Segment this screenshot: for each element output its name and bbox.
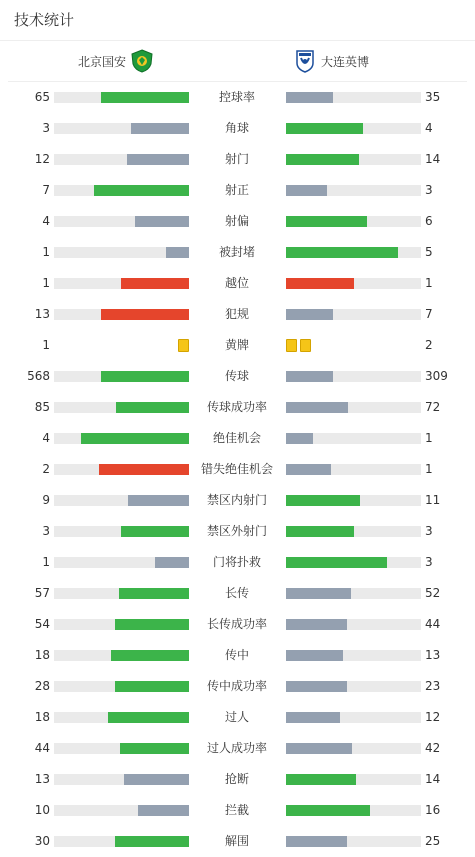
home-bar-track xyxy=(54,495,189,506)
away-bar xyxy=(286,92,333,103)
away-bar-track xyxy=(286,743,421,754)
away-value: 4 xyxy=(425,121,433,135)
stat-row xyxy=(0,82,475,113)
home-bar-track xyxy=(54,681,189,692)
stat-label: 绝佳机会 xyxy=(212,431,261,445)
home-value: 568 xyxy=(27,369,50,383)
home-bar-track xyxy=(54,216,189,227)
home-bar xyxy=(101,92,189,103)
away-bar xyxy=(286,247,398,258)
home-team[interactable] xyxy=(78,49,154,73)
home-bar-track xyxy=(54,805,189,816)
away-bar xyxy=(286,712,340,723)
stat-row xyxy=(0,423,475,454)
stat-label: 传中 xyxy=(224,648,249,662)
home-value: 28 xyxy=(34,679,50,693)
home-bar xyxy=(121,526,189,537)
stat-label: 控球率 xyxy=(218,90,255,104)
home-value: 65 xyxy=(34,90,50,104)
stat-label: 禁区内射门 xyxy=(206,493,267,507)
stat-label: 解围 xyxy=(224,834,249,848)
home-bar-track xyxy=(54,526,189,537)
stat-row xyxy=(0,547,475,578)
home-value: 1 xyxy=(42,245,50,259)
away-value: 52 xyxy=(425,586,441,600)
home-bar-track xyxy=(54,743,189,754)
home-bar xyxy=(111,650,189,661)
home-bar-track xyxy=(54,650,189,661)
home-value: 18 xyxy=(34,648,50,662)
away-value: 14 xyxy=(425,772,441,786)
away-bar-track xyxy=(286,154,421,165)
home-bar xyxy=(99,464,189,475)
home-value: 3 xyxy=(42,524,50,538)
beijing-guoan-crest-icon xyxy=(130,49,154,73)
home-value: 13 xyxy=(34,307,50,321)
away-bar-track xyxy=(286,185,421,196)
stat-label: 抢断 xyxy=(224,772,249,786)
away-team-name: 大连英博 xyxy=(321,54,370,69)
away-bar-track xyxy=(286,247,421,258)
stat-label: 传中成功率 xyxy=(206,679,267,693)
stat-row xyxy=(0,826,475,857)
away-bar-track xyxy=(286,216,421,227)
away-bar xyxy=(286,774,356,785)
stat-row xyxy=(0,795,475,826)
away-value: 1 xyxy=(425,462,433,476)
away-value: 25 xyxy=(425,834,441,848)
home-bar xyxy=(135,216,189,227)
away-bar xyxy=(286,216,367,227)
stat-label: 过人成功率 xyxy=(206,741,267,755)
home-value: 54 xyxy=(34,617,50,631)
stat-row xyxy=(0,237,475,268)
stat-row xyxy=(0,578,475,609)
home-value: 30 xyxy=(34,834,50,848)
stat-row xyxy=(0,454,475,485)
home-bar xyxy=(166,247,189,258)
home-bar xyxy=(115,619,189,630)
home-value: 1 xyxy=(42,555,50,569)
stat-label: 过人 xyxy=(224,710,249,724)
away-team[interactable] xyxy=(293,49,369,73)
away-bar-track xyxy=(286,681,421,692)
stat-label: 角球 xyxy=(224,121,249,135)
home-bar-track xyxy=(54,154,189,165)
stat-row xyxy=(0,361,475,392)
stat-label: 拦截 xyxy=(224,803,249,817)
home-bar-track xyxy=(54,836,189,847)
stat-row xyxy=(0,609,475,640)
away-bar xyxy=(286,526,354,537)
home-bar xyxy=(138,805,189,816)
stat-row xyxy=(0,268,475,299)
home-bar xyxy=(115,681,189,692)
home-bar xyxy=(115,836,189,847)
away-value: 11 xyxy=(425,493,441,507)
away-bar-track xyxy=(286,650,421,661)
home-bar-track xyxy=(54,123,189,134)
away-value: 23 xyxy=(425,679,441,693)
home-bar-track xyxy=(54,774,189,785)
home-bar xyxy=(108,712,189,723)
home-bar-track xyxy=(54,557,189,568)
home-bar-track xyxy=(54,433,189,444)
home-bar xyxy=(119,588,189,599)
home-value: 7 xyxy=(42,183,50,197)
stat-label: 错失绝佳机会 xyxy=(200,462,273,476)
home-yellow-cards xyxy=(178,339,189,352)
home-value: 3 xyxy=(42,121,50,135)
away-bar-track xyxy=(286,588,421,599)
home-value: 18 xyxy=(34,710,50,724)
away-bar xyxy=(286,154,359,165)
away-bar-track xyxy=(286,526,421,537)
home-bar-track xyxy=(54,588,189,599)
away-bar-track xyxy=(286,464,421,475)
away-value: 13 xyxy=(425,648,441,662)
stat-label: 门将扑救 xyxy=(212,555,261,569)
home-bar xyxy=(81,433,189,444)
stat-label: 传球 xyxy=(224,369,249,383)
away-bar xyxy=(286,185,327,196)
away-value: 5 xyxy=(425,245,433,259)
home-value: 1 xyxy=(42,276,50,290)
stat-label: 禁区外射门 xyxy=(206,524,267,538)
away-bar-track xyxy=(286,619,421,630)
away-bar xyxy=(286,495,360,506)
home-value: 44 xyxy=(34,741,50,755)
away-value: 1 xyxy=(425,276,433,290)
home-bar xyxy=(131,123,189,134)
away-bar xyxy=(286,805,370,816)
home-value: 9 xyxy=(42,493,50,507)
stat-label: 射正 xyxy=(224,183,249,197)
home-value: 85 xyxy=(34,400,50,414)
home-bar xyxy=(94,185,189,196)
stat-row xyxy=(0,764,475,795)
away-value: 35 xyxy=(425,90,441,104)
away-value: 44 xyxy=(425,617,441,631)
home-bar-track xyxy=(54,185,189,196)
home-bar xyxy=(121,278,189,289)
home-team-name: 北京国安 xyxy=(77,54,126,69)
away-value: 72 xyxy=(425,400,441,414)
stat-label: 黄牌 xyxy=(224,338,249,352)
home-bar-track xyxy=(54,247,189,258)
away-bar-track xyxy=(286,309,421,320)
home-bar-track xyxy=(54,464,189,475)
away-yellow-cards xyxy=(286,339,311,352)
away-value: 2 xyxy=(425,338,433,352)
away-bar xyxy=(286,309,333,320)
away-bar xyxy=(286,433,313,444)
home-bar xyxy=(124,774,189,785)
away-bar xyxy=(286,557,387,568)
home-bar-track xyxy=(54,712,189,723)
home-value: 4 xyxy=(42,431,50,445)
away-bar xyxy=(286,402,348,413)
away-bar-track xyxy=(286,805,421,816)
away-value: 42 xyxy=(425,741,441,755)
away-value: 14 xyxy=(425,152,441,166)
away-bar-track xyxy=(286,92,421,103)
stat-label: 射门 xyxy=(224,152,249,166)
away-value: 3 xyxy=(425,524,433,538)
home-value: 10 xyxy=(34,803,50,817)
stat-row xyxy=(0,330,475,361)
home-bar xyxy=(127,154,189,165)
home-bar xyxy=(120,743,189,754)
stat-label: 长传成功率 xyxy=(206,617,267,631)
stat-row xyxy=(0,175,475,206)
home-bar-track xyxy=(54,371,189,382)
away-bar xyxy=(286,743,352,754)
yellow-card-icon xyxy=(178,339,189,352)
away-value: 7 xyxy=(425,307,433,321)
stat-label: 越位 xyxy=(224,276,249,290)
home-value: 57 xyxy=(34,586,50,600)
home-bar-track xyxy=(54,92,189,103)
stat-row xyxy=(0,733,475,764)
stat-row xyxy=(0,113,475,144)
away-bar-track xyxy=(286,495,421,506)
home-value: 13 xyxy=(34,772,50,786)
stat-row xyxy=(0,671,475,702)
away-bar-track xyxy=(286,433,421,444)
stat-label: 传球成功率 xyxy=(206,400,267,414)
away-bar-track xyxy=(286,278,421,289)
home-bar xyxy=(155,557,189,568)
stat-label: 犯规 xyxy=(224,307,249,321)
home-bar-track xyxy=(54,619,189,630)
home-bar xyxy=(128,495,189,506)
stat-row xyxy=(0,702,475,733)
teams-header xyxy=(8,41,467,82)
stat-label: 长传 xyxy=(224,586,249,600)
home-bar-track xyxy=(54,402,189,413)
away-value: 3 xyxy=(425,183,433,197)
home-value: 2 xyxy=(42,462,50,476)
away-bar-track xyxy=(286,712,421,723)
yellow-card-icon xyxy=(300,339,311,352)
home-value: 1 xyxy=(42,338,50,352)
away-bar xyxy=(286,836,347,847)
away-bar-track xyxy=(286,371,421,382)
away-value: 12 xyxy=(425,710,441,724)
stat-label: 射偏 xyxy=(224,214,249,228)
away-value: 1 xyxy=(425,431,433,445)
away-bar xyxy=(286,650,343,661)
dalian-yingbo-crest-icon xyxy=(293,49,317,73)
away-bar xyxy=(286,619,347,630)
home-bar-track xyxy=(54,309,189,320)
stat-row xyxy=(0,144,475,175)
home-value: 12 xyxy=(34,152,50,166)
yellow-card-icon xyxy=(286,339,297,352)
away-bar-track xyxy=(286,123,421,134)
home-bar xyxy=(116,402,189,413)
home-bar-track xyxy=(54,278,189,289)
home-value: 4 xyxy=(42,214,50,228)
stat-row xyxy=(0,640,475,671)
away-bar-track xyxy=(286,402,421,413)
stat-row xyxy=(0,299,475,330)
stats-list xyxy=(0,82,475,857)
stat-row xyxy=(0,516,475,547)
away-bar xyxy=(286,588,351,599)
stat-label: 被封堵 xyxy=(218,245,255,259)
stat-row xyxy=(0,485,475,516)
home-bar xyxy=(101,309,189,320)
away-bar-track xyxy=(286,836,421,847)
away-bar xyxy=(286,278,354,289)
away-value: 309 xyxy=(425,369,448,383)
away-bar-track xyxy=(286,774,421,785)
away-bar xyxy=(286,681,347,692)
away-value: 6 xyxy=(425,214,433,228)
away-bar xyxy=(286,371,333,382)
away-bar-track xyxy=(286,557,421,568)
away-bar xyxy=(286,123,363,134)
away-value: 3 xyxy=(425,555,433,569)
stat-row xyxy=(0,392,475,423)
home-bar xyxy=(101,371,189,382)
away-value: 16 xyxy=(425,803,441,817)
page-title: 技术统计 xyxy=(0,0,475,41)
away-bar xyxy=(286,464,331,475)
stat-row xyxy=(0,206,475,237)
